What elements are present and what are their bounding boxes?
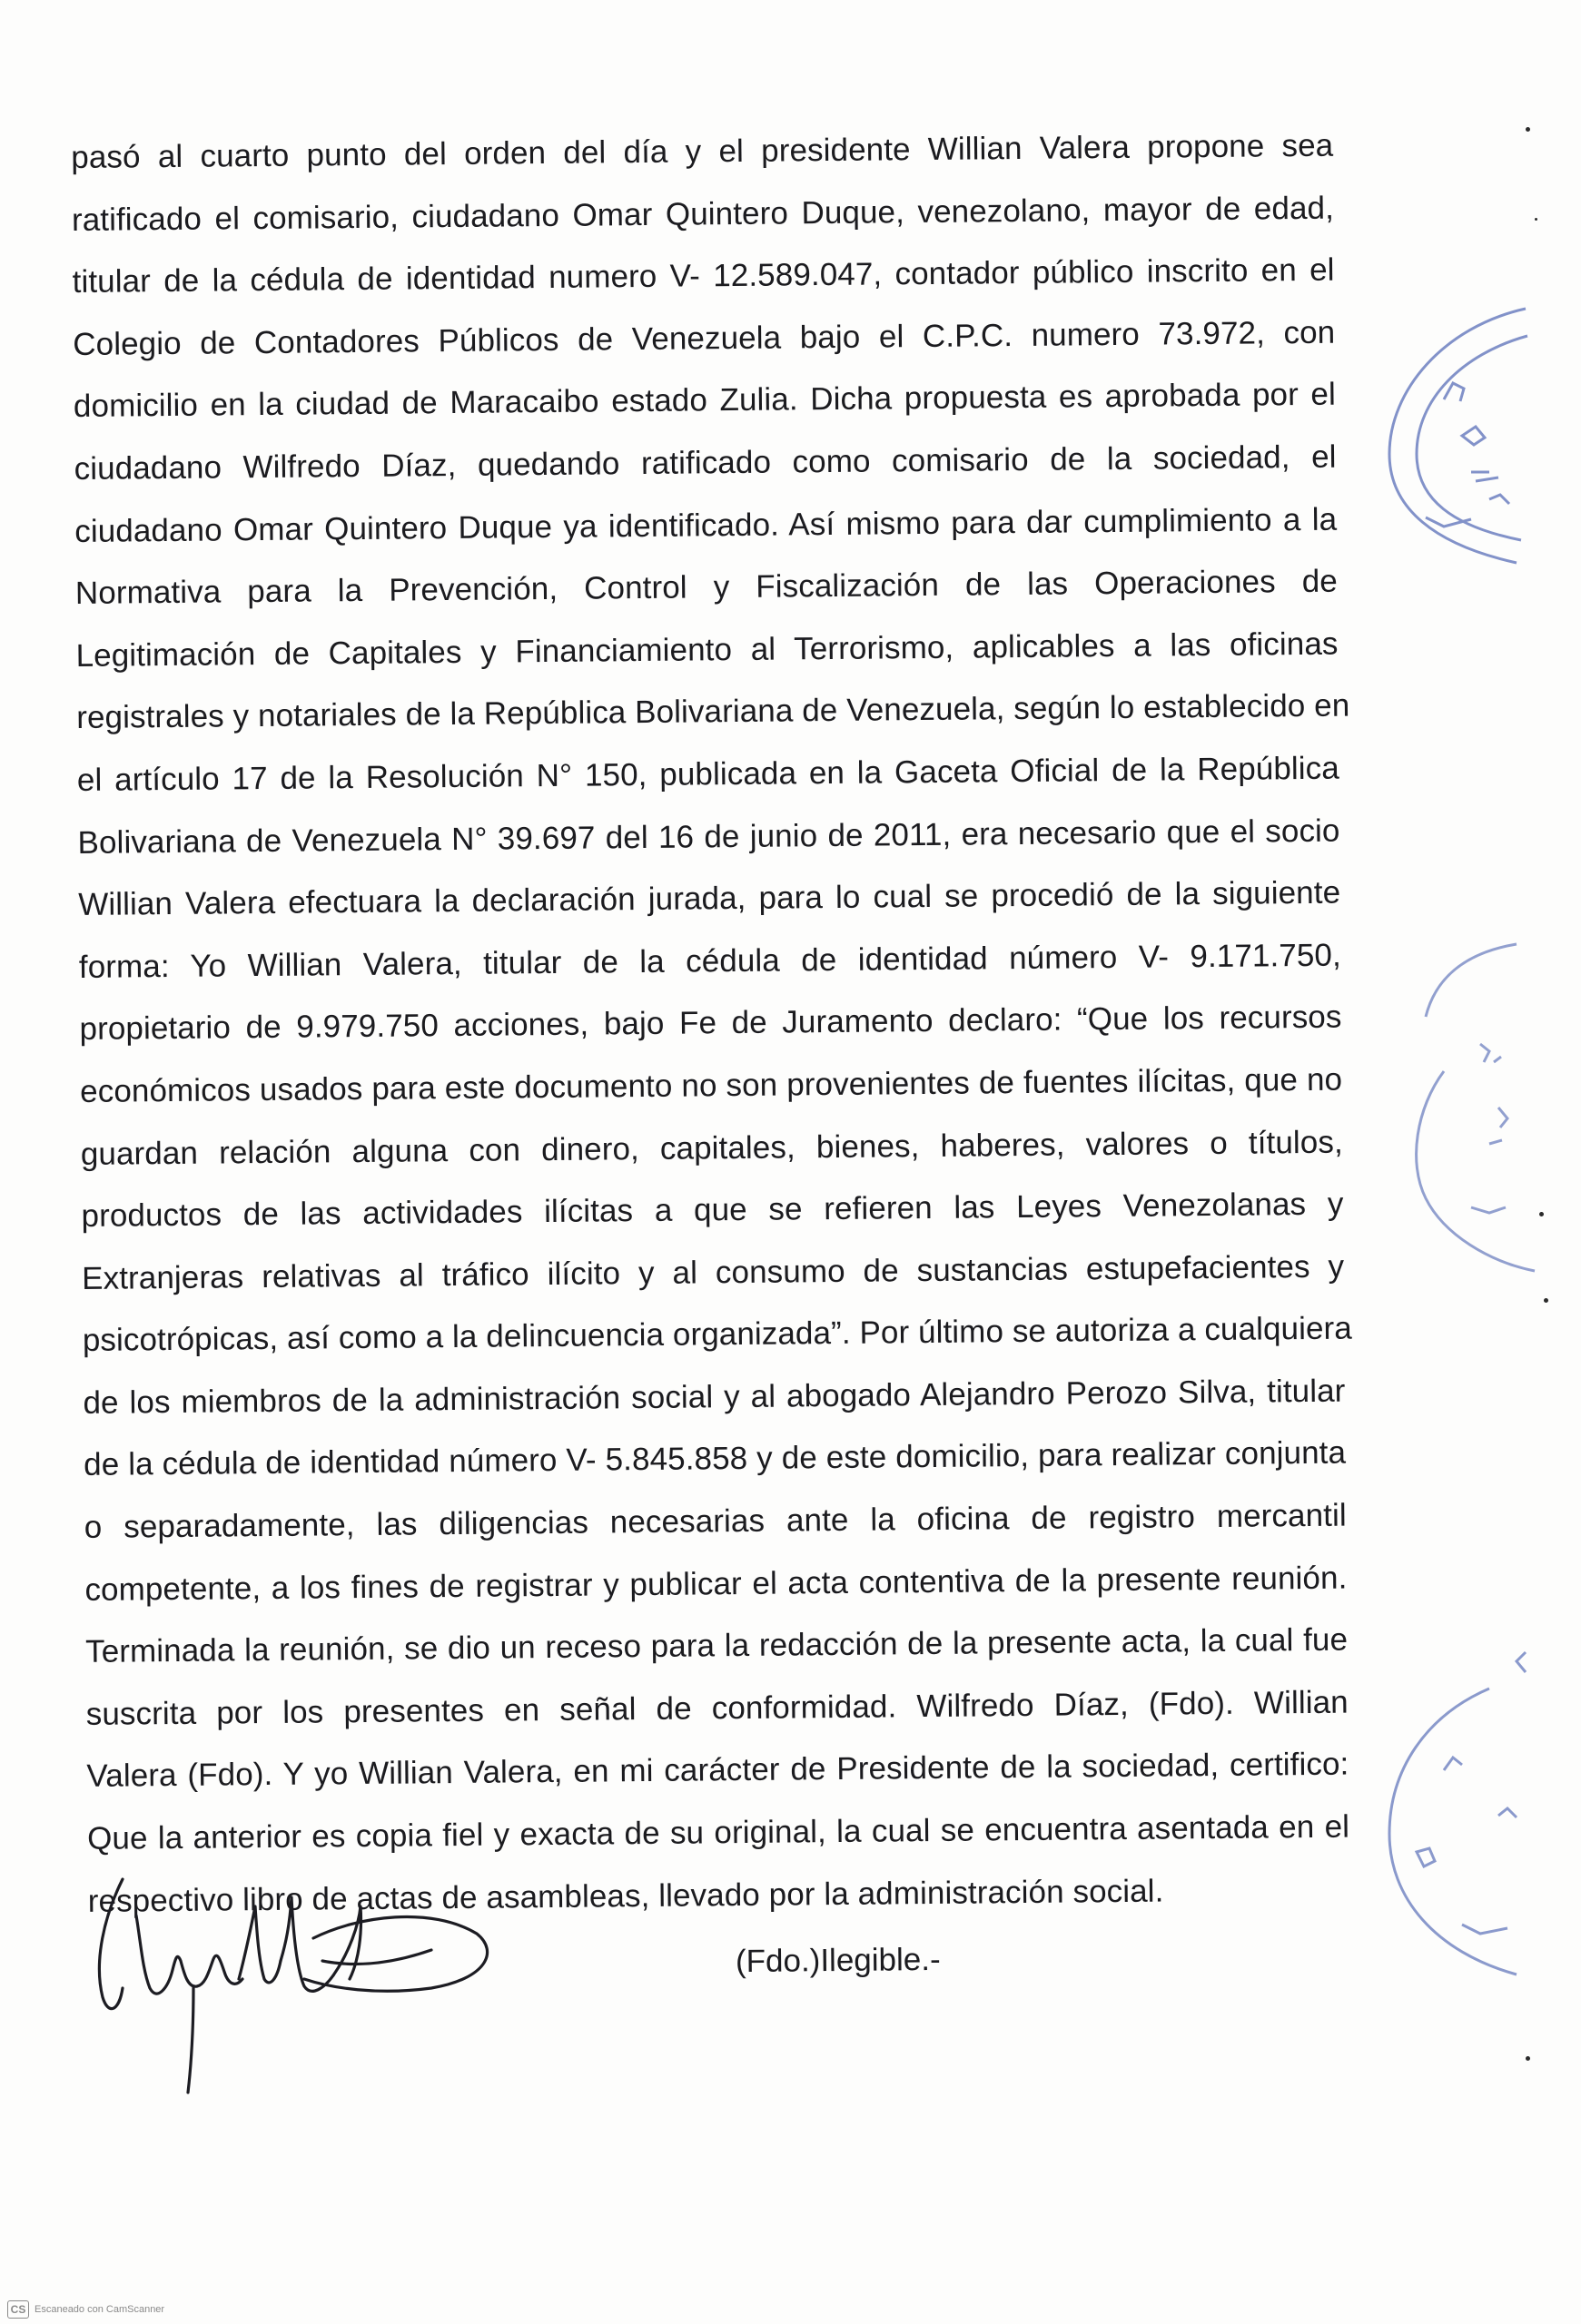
body-line: guardan relación alguna con dinero, capitales, bienes, haberes, valores o títulos, — [80, 1124, 1343, 1172]
camscanner-logo-icon: CS — [7, 2300, 29, 2319]
scan-speck — [1526, 127, 1530, 132]
body-line: forma: Yo Willian Valera, titular de la cédula de identidad número V- 9.171.750, — [78, 937, 1342, 985]
scanner-label: Escaneado con CamScanner — [35, 2304, 165, 2315]
signature-icon — [86, 1852, 513, 2097]
body-line: domicilio en la ciudad de Maracaibo estado Zulia. Dicha propuesta es aprobada por el — [73, 377, 1337, 425]
body-line: Bolivariana de Venezuela N° 39.697 del 16 de junio de 2011, era necesario que el socio — [77, 812, 1340, 861]
body-line: económicos usados para este documento no son provenientes de fuentes ilícitas, que no — [80, 1061, 1343, 1109]
body-line: Terminada la reunión, se dio un receso para la redacción de la presente acta, la cual fue — [84, 1621, 1349, 1670]
body-line: registrales y notariales de la República Bolivariana de Venezuela, según lo establecido en — [76, 687, 1350, 736]
body-line: suscrita por los presentes en señal de conformidad. Wilfredo Díaz, (Fdo). Willian — [85, 1684, 1349, 1732]
body-line: ratificado el comisario, ciudadano Omar Quintero Duque, venezolano, mayor de edad, — [71, 190, 1335, 238]
body-line: Willian Valera efectuara la declaración jurada, para lo cual se procedió de la siguiente — [78, 874, 1341, 923]
body-line: ciudadano Wilfredo Díaz, quedando ratificado como comisario de la sociedad, el — [74, 438, 1337, 487]
body-line: Legitimación de Capitales y Financiamiento al Terrorismo, aplicables a las oficinas — [75, 625, 1339, 674]
body-line: propietario de 9.979.750 acciones, bajo Fe de Juramento declaro: “Que los recursos — [79, 999, 1342, 1048]
body-line: pasó al cuarto punto del orden del día y el presidente Willian Valera propone sea — [71, 127, 1334, 175]
body-line: psicotrópicas, así como a la delincuencia organizada”. Por último se autoriza a cualquiera — [82, 1310, 1353, 1359]
body-line: de los miembros de la administración social y al abogado Alejandro Perozo Silva, titular — [83, 1373, 1346, 1421]
scan-speck — [1539, 1212, 1544, 1216]
body-line: competente, a los fines de registrar y publicar el acta contentiva de la presente reunión. — [84, 1560, 1348, 1608]
body-line: Normativa para la Prevención, Control y Fiscalización de las Operaciones de — [74, 563, 1339, 612]
body-line: o separadamente, las diligencias necesarias ante la oficina de registro mercantil — [84, 1497, 1347, 1545]
body-line: Colegio de Contadores Públicos de Venezuela bajo el C.P.C. numero 73.972, con — [73, 314, 1336, 362]
scan-speck — [1535, 218, 1537, 221]
body-line: Extranjeras relativas al tráfico ilícito y al consumo de sustancias estupefacientes y — [81, 1248, 1345, 1296]
scan-speck — [1526, 2056, 1530, 2061]
body-text — [71, 115, 1353, 1933]
body-line: respectivo libro de actas de asambleas, llevado por la administración social. — [87, 1873, 1164, 1919]
body-line: el artículo 17 de la Resolución N° 150, publicada en la Gaceta Oficial de la República — [76, 750, 1340, 798]
registry-seal-stamp-icon — [1308, 1634, 1544, 1997]
body-line: productos de las actividades ilícitas a que se refieren las Leyes Venezolanas y — [81, 1186, 1344, 1235]
body-line: de la cédula de identidad número V- 5.845.858 y de este domicilio, para realizar conjunta — [83, 1435, 1347, 1483]
scanner-watermark — [7, 2300, 164, 2319]
body-line: titular de la cédula de identidad numero V- 12.589.047, contador público inscrito en el — [72, 251, 1335, 300]
body-line: Que la anterior es copia fiel y exacta de su original, la cual se encuentra asentada en el — [86, 1808, 1350, 1856]
signature-note: (Fdo.)Ilegible.- — [735, 1941, 941, 1980]
body-line: ciudadano Omar Quintero Duque ya identificado. Así mismo para dar cumplimiento a la — [74, 501, 1338, 549]
body-line: Valera (Fdo). Y yo Willian Valera, en mi carácter de Presidente de la sociedad, certifico: — [86, 1747, 1349, 1795]
registry-seal-stamp-icon — [1371, 290, 1535, 581]
scan-speck — [1544, 1298, 1548, 1303]
registry-seal-stamp-icon — [1335, 926, 1544, 1289]
